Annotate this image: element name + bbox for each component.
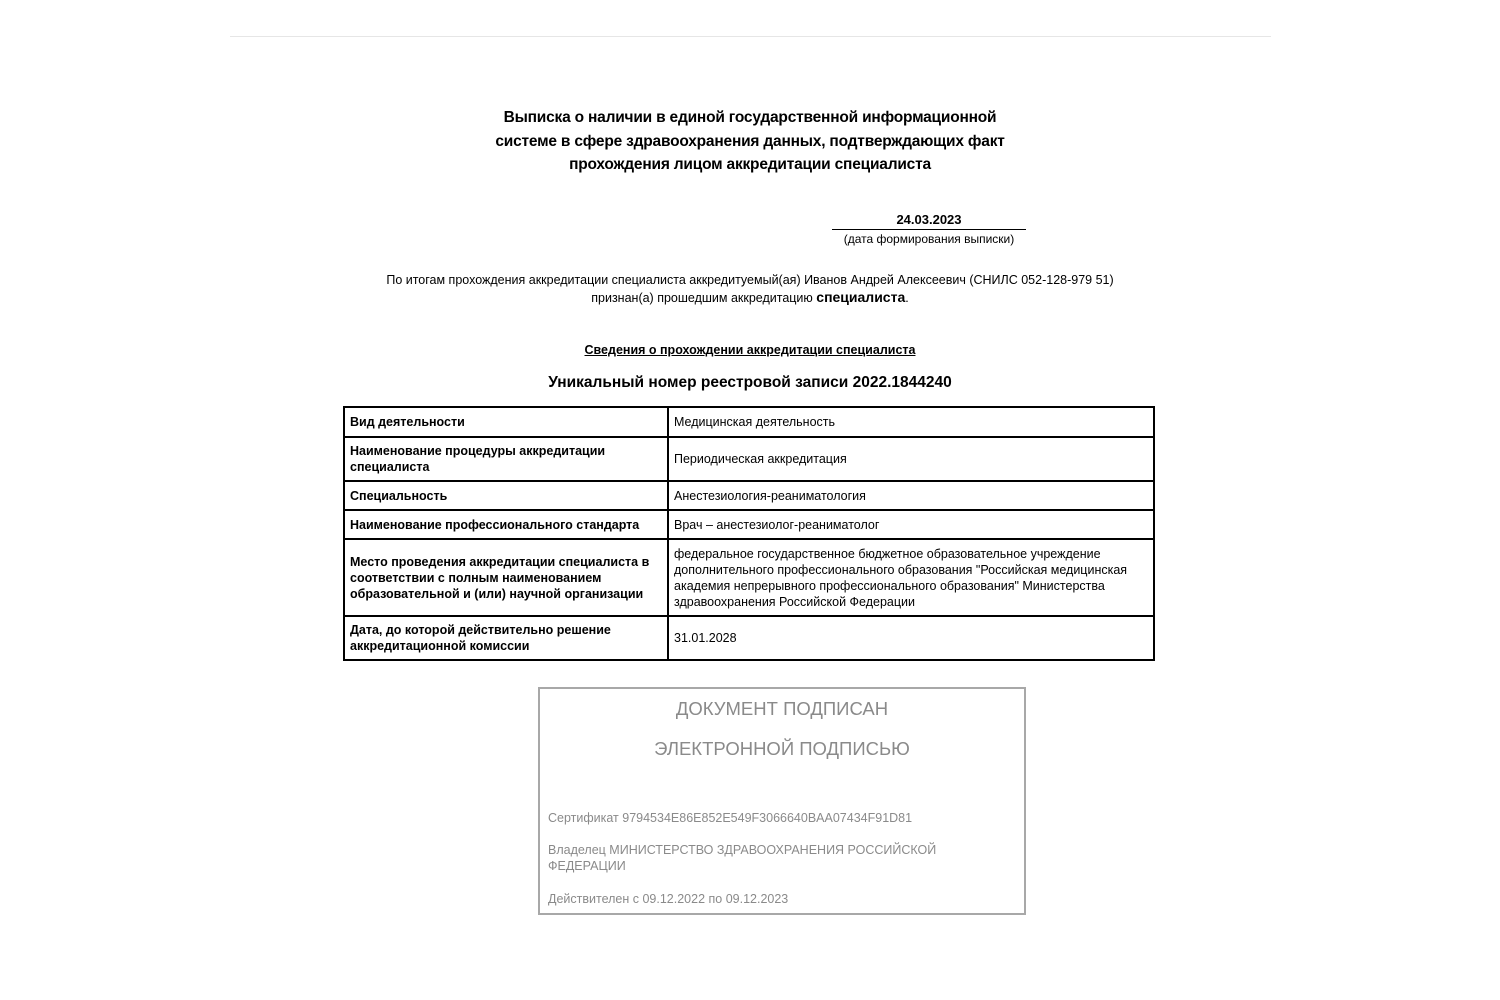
result-line-2-suffix: . bbox=[905, 291, 909, 305]
table-row bbox=[344, 616, 1154, 660]
result-line-2-prefix: признан(а) прошедшим аккредитацию bbox=[591, 291, 813, 305]
row-label: Наименование профессионального стандарта bbox=[344, 510, 668, 539]
row-value: 31.01.2028 bbox=[668, 616, 1154, 660]
stamp-validity: Действителен с 09.12.2022 по 09.12.2023 bbox=[548, 892, 789, 906]
page-top-divider bbox=[230, 36, 1271, 37]
table-row bbox=[344, 481, 1154, 510]
document-title-line: Выписка о наличии в единой государственной информационной bbox=[503, 109, 997, 126]
accreditation-result-text bbox=[340, 272, 1160, 307]
stamp-heading-line-2: ЭЛЕКТРОННОЙ ПОДПИСЬЮ bbox=[654, 738, 910, 759]
registry-number: 2022.1844240 bbox=[852, 374, 952, 391]
result-line-1: По итогам прохождения аккредитации специалиста аккредитуемый(ая) Иванов Андрей Алексеевич (СНИЛС 052-128-979 51) bbox=[386, 273, 1114, 287]
issue-date: 24.03.2023 bbox=[832, 212, 1026, 230]
issue-date-caption: (дата формирования выписки) bbox=[843, 232, 1015, 246]
result-line-2 bbox=[340, 289, 1160, 307]
document-title-line: прохождения лицом аккредитации специалиста bbox=[569, 156, 931, 173]
registry-label: Уникальный номер реестровой записи bbox=[548, 374, 849, 391]
table-row bbox=[344, 510, 1154, 539]
result-line-2-strong: специалиста bbox=[816, 289, 906, 305]
row-value: Анестезиология-реаниматология bbox=[668, 481, 1154, 510]
accreditation-info-table bbox=[343, 406, 1155, 661]
registry-record bbox=[440, 374, 1060, 392]
table-row bbox=[344, 407, 1154, 437]
section-heading: Сведения о прохождении аккредитации специалиста bbox=[584, 343, 916, 357]
row-label: Специальность bbox=[344, 481, 668, 510]
stamp-heading-line-1: ДОКУМЕНТ ПОДПИСАН bbox=[675, 698, 889, 719]
stamp-owner: Владелец МИНИСТЕРСТВО ЗДРАВООХРАНЕНИЯ РОССИЙСКОЙ ФЕДЕРАЦИИ bbox=[548, 843, 937, 873]
table-row bbox=[344, 437, 1154, 481]
row-label: Дата, до которой действительно решение аккредитационной комиссии bbox=[344, 616, 668, 660]
document-title bbox=[420, 106, 1080, 177]
row-value: Медицинская деятельность bbox=[668, 407, 1154, 437]
row-label: Наименование процедуры аккредитации специалиста bbox=[344, 437, 668, 481]
document-title-line: системе в сфере здравоохранения данных, подтверждающих факт bbox=[495, 132, 1005, 150]
issue-date-block bbox=[832, 212, 1026, 248]
row-value: Врач – анестезиолог-реаниматолог bbox=[668, 510, 1154, 539]
row-value: федеральное государственное бюджетное образовательное учреждение дополнительного профессионального образования "Российская медицинская академия непрерывного профессионального образования" Министерства здравоохранения Российской Федерации bbox=[668, 539, 1154, 616]
row-value: Периодическая аккредитация bbox=[668, 437, 1154, 481]
table-row bbox=[344, 539, 1154, 616]
stamp-certificate: Сертификат 9794534E86E852E549F3066640BAA07434F91D81 bbox=[548, 811, 913, 825]
electronic-signature-stamp bbox=[538, 687, 1026, 915]
row-label: Место проведения аккредитации специалиста в соответствии с полным наименованием образовательной и (или) научной организации bbox=[344, 539, 668, 616]
row-label: Вид деятельности bbox=[344, 407, 668, 437]
